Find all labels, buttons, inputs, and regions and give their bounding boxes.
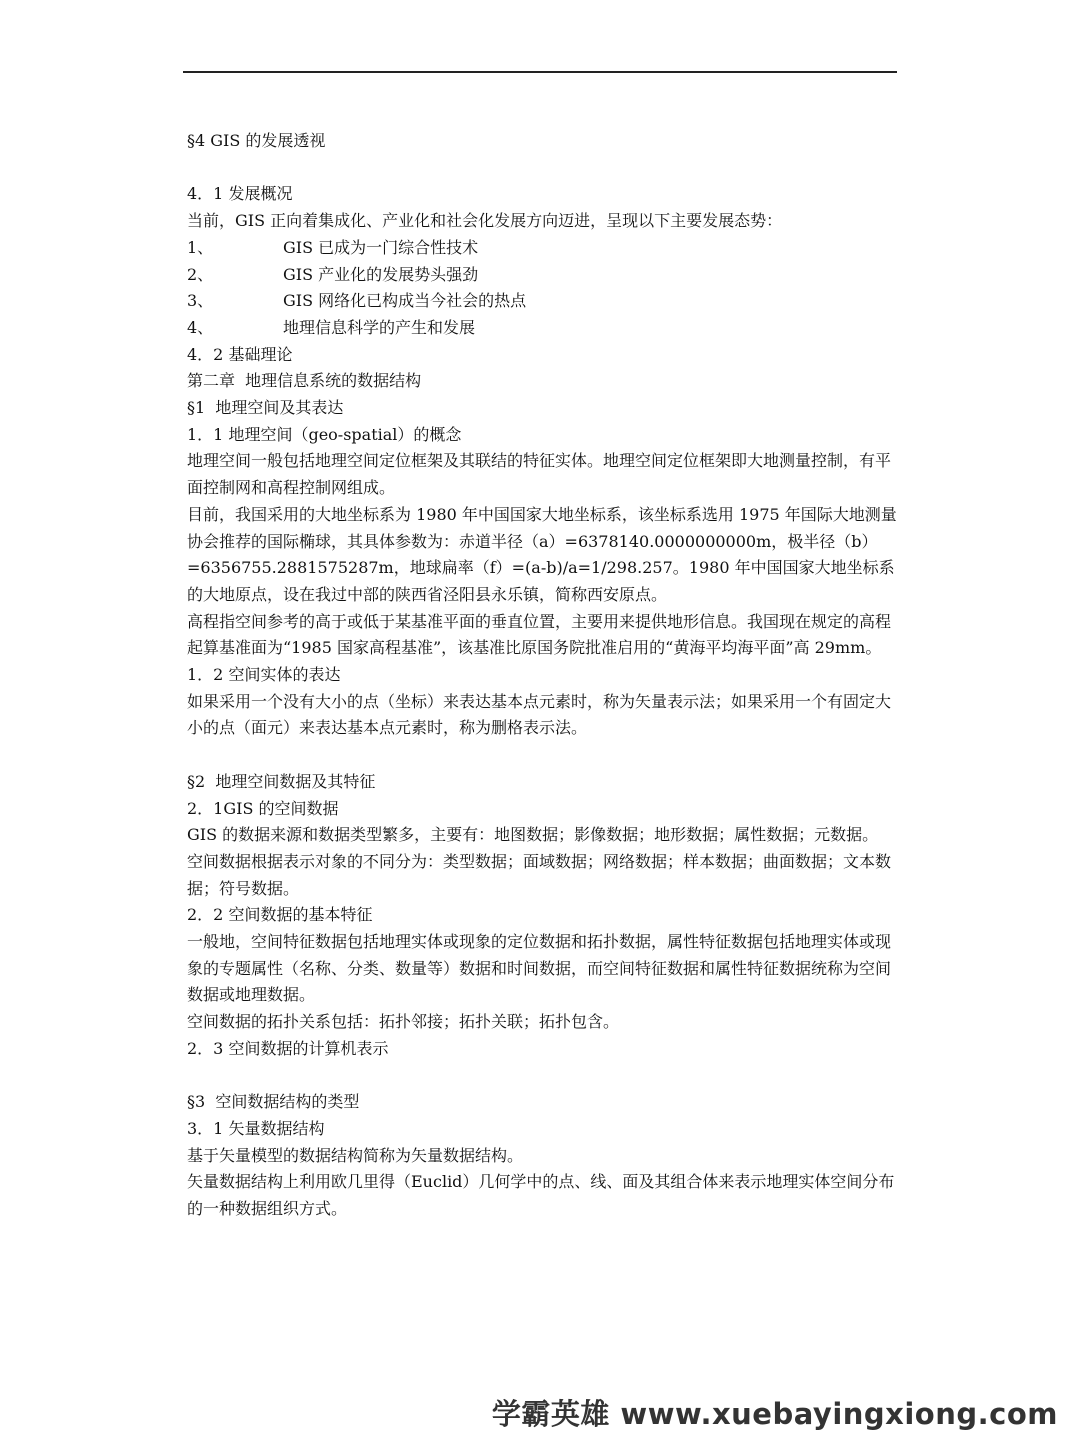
paragraph: 空间数据根据表示对象的不同分为：类型数据；面域数据；网络数据；样本数据；曲面数据；文本数据；符号数据。 [187, 851, 892, 898]
paragraph: 一般地，空间特征数据包括地理实体或现象的定位数据和拓扑数据，属性特征数据包括地理实体或现象的专题属性（名称、分类、数量等）数据和时间数据，而空间特征数据和属性特征数据统称为空间数据或地理数据。 [187, 932, 892, 1005]
section-3-title: §3 空间数据结构的类型 [187, 1092, 360, 1112]
section-2-title: §2 地理空间数据及其特征 [187, 771, 376, 791]
list-item-number: 1、 [187, 237, 214, 257]
heading-1-1: 1．1 地理空间（geo-spatial）的概念 [187, 424, 462, 444]
list-item [187, 262, 899, 289]
paragraph: 目前，我国采用的大地坐标系为 1980 年中国国家大地坐标系，该坐标系选用 1975 年国际大地测量协会推荐的国际椭球，其具体参数为：赤道半径（a）=6378140.0000000000m，极半径（b）=6356755.2881575287m，地球扁率（f）=(a-b)/a=1/298.257。1980 年中国国家大地坐标系的大地原点，设在我过中部的陕西省泾阳县永乐镇，简称西安原点。 [187, 504, 897, 604]
heading-2-3: 2．3 空间数据的计算机表示 [187, 1038, 389, 1058]
spacer [187, 155, 899, 182]
paragraph: 如果采用一个没有大小的点（坐标）来表达基本点元素时，称为矢量表示法；如果采用一个有固定大小的点（面元）来表达基本点元素时，称为删格表示法。 [187, 691, 892, 738]
heading-3-1: 3．1 矢量数据结构 [187, 1118, 325, 1138]
paragraph: 空间数据的拓扑关系包括：拓扑邻接；拓扑关联；拓扑包含。 [187, 1012, 620, 1032]
list-item [187, 235, 899, 262]
list-item-text: GIS 网络化已构成当今社会的热点 [283, 291, 527, 311]
chapter-title: 第二章 地理信息系统的数据结构 [187, 371, 422, 391]
spacer [187, 1063, 899, 1090]
heading-4-1: 4．1 发展概况 [187, 184, 293, 204]
list-item [187, 315, 899, 342]
spacer [187, 742, 899, 769]
heading-1-2: 1．2 空间实体的表达 [187, 665, 341, 685]
paragraph: 当前，GIS 正向着集成化、产业化和社会化发展方向迈进，呈现以下主要发展态势： [187, 211, 783, 231]
paragraph: 地理空间一般包括地理空间定位框架及其联结的特征实体。地理空间定位框架即大地测量控制，有平面控制网和高程控制网组成。 [187, 451, 892, 498]
watermark: 学霸英雄 www.xuebayingxiong.com [491, 1397, 1058, 1431]
header-rule [183, 71, 897, 73]
heading-4-2: 4．2 基础理论 [187, 344, 293, 364]
list-item [187, 288, 899, 315]
list-item-text: GIS 已成为一门综合性技术 [283, 237, 479, 257]
list-item-number: 2、 [187, 264, 214, 284]
list-item-number: 3、 [187, 291, 214, 311]
heading-2-1: 2．1GIS 的空间数据 [187, 798, 339, 818]
paragraph: 高程指空间参考的高于或低于某基准平面的垂直位置，主要用来提供地形信息。我国现在规定的高程起算基准面为“1985 国家高程基准”，该基准比原国务院批准启用的“黄海平均海平面”高 29mm。 [187, 611, 892, 658]
paragraph: GIS 的数据来源和数据类型繁多，主要有：地图数据；影像数据；地形数据；属性数据；元数据。 [187, 825, 879, 845]
heading-2-2: 2．2 空间数据的基本特征 [187, 905, 373, 925]
list-item-number: 4、 [187, 317, 214, 337]
list-item-text: 地理信息科学的产生和发展 [283, 317, 476, 337]
section-4-title: §4 GIS 的发展透视 [187, 131, 326, 150]
section-1-title: §1 地理空间及其表达 [187, 398, 344, 418]
document-body [187, 128, 899, 1223]
paragraph: 基于矢量模型的数据结构简称为矢量数据结构。 [187, 1145, 524, 1165]
paragraph: 矢量数据结构上利用欧几里得（Euclid）几何学中的点、线、面及其组合体来表示地理实体空间分布的一种数据组织方式。 [187, 1172, 895, 1219]
list-item-text: GIS 产业化的发展势头强劲 [283, 264, 479, 284]
